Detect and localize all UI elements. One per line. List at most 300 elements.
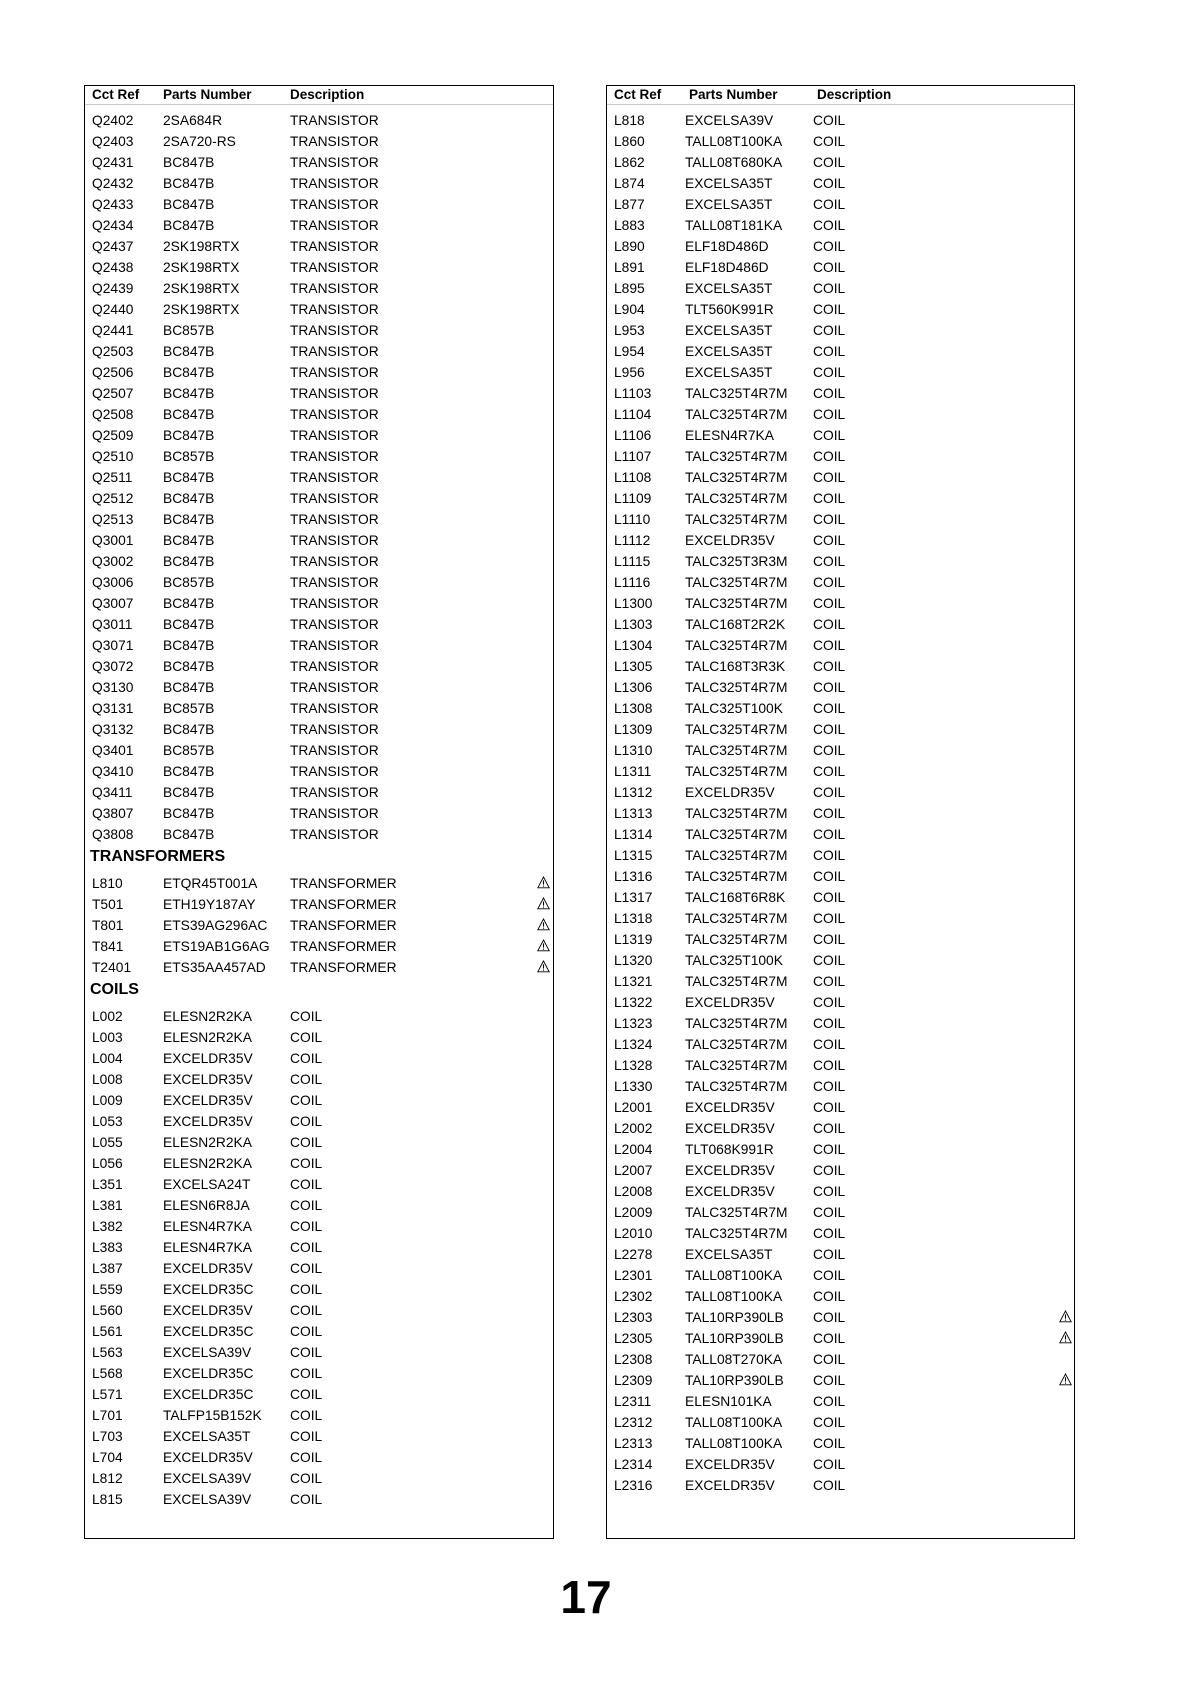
description-cell: COIL xyxy=(290,1135,323,1150)
cct-ref-cell: Q2402 xyxy=(92,113,134,128)
parts-number-cell: TALC325T4R7M xyxy=(685,911,788,926)
parts-number-cell: BC847B xyxy=(163,659,215,674)
part-row xyxy=(85,530,553,551)
cct-ref-cell: Q2513 xyxy=(92,512,134,527)
parts-number-cell: TALC325T4R7M xyxy=(685,1016,788,1031)
cct-ref-cell: L2303 xyxy=(614,1310,653,1325)
part-row xyxy=(607,215,1074,236)
description-cell: COIL xyxy=(813,1037,846,1052)
parts-number-cell: 2SK198RTX xyxy=(163,281,240,296)
description-cell: COIL xyxy=(813,764,846,779)
description-cell: COIL xyxy=(813,1478,846,1493)
cct-ref-cell: Q2403 xyxy=(92,134,134,149)
cct-ref-cell: L1108 xyxy=(614,470,652,485)
part-row xyxy=(85,698,553,719)
cct-ref-cell: L2010 xyxy=(614,1226,653,1241)
parts-number-cell: BC847B xyxy=(163,218,215,233)
parts-number-cell: BC857B xyxy=(163,449,215,464)
description-cell: COIL xyxy=(813,596,846,611)
parts-number-cell: BC847B xyxy=(163,428,215,443)
description-cell: TRANSISTOR xyxy=(290,638,379,653)
part-row xyxy=(607,908,1074,929)
cct-ref-cell: L1305 xyxy=(614,659,653,674)
description-cell: COIL xyxy=(813,1394,846,1409)
part-row xyxy=(607,1055,1074,1076)
cct-ref-cell: L810 xyxy=(92,876,123,891)
part-row xyxy=(85,656,553,677)
description-cell: COIL xyxy=(290,1009,323,1024)
parts-number-cell: TALC325T4R7M xyxy=(685,848,788,863)
part-row xyxy=(607,572,1074,593)
description-cell: COIL xyxy=(813,155,846,170)
parts-number-cell: ETS19AB1G6AG xyxy=(163,939,270,954)
cct-ref-cell: Q2432 xyxy=(92,176,134,191)
part-row xyxy=(85,572,553,593)
warning-icon xyxy=(537,960,550,973)
parts-number-cell: TALC325T4R7M xyxy=(685,764,788,779)
description-cell: COIL xyxy=(813,1415,846,1430)
cct-ref-cell: L891 xyxy=(614,260,645,275)
part-row xyxy=(607,551,1074,572)
cct-ref-cell: Q3006 xyxy=(92,575,134,590)
description-cell: COIL xyxy=(290,1429,323,1444)
parts-number-cell: BC857B xyxy=(163,701,215,716)
cct-ref-cell: L874 xyxy=(614,176,645,191)
parts-number-cell: BC857B xyxy=(163,743,215,758)
part-row xyxy=(607,425,1074,446)
part-row xyxy=(607,1433,1074,1454)
description-cell: TRANSISTOR xyxy=(290,281,379,296)
cct-ref-cell: L1324 xyxy=(614,1037,653,1052)
cct-ref-cell: L2002 xyxy=(614,1121,653,1136)
part-row xyxy=(607,1013,1074,1034)
description-cell: COIL xyxy=(813,134,846,149)
part-row xyxy=(85,551,553,572)
cct-ref-cell: Q3071 xyxy=(92,638,134,653)
description-cell: COIL xyxy=(813,1331,846,1346)
part-row xyxy=(85,957,553,978)
cct-ref-cell: Q2431 xyxy=(92,155,134,170)
cct-ref-cell: Q2440 xyxy=(92,302,134,317)
cct-ref-cell: L1300 xyxy=(614,596,653,611)
description-cell: TRANSISTOR xyxy=(290,806,379,821)
parts-number-cell: BC847B xyxy=(163,680,215,695)
parts-number-cell: TALC325T4R7M xyxy=(685,596,788,611)
description-cell: COIL xyxy=(813,1016,846,1031)
parts-number-cell: EXCELDR35V xyxy=(685,1121,775,1136)
description-cell: TRANSISTOR xyxy=(290,554,379,569)
cct-ref-cell: Q2438 xyxy=(92,260,134,275)
description-cell: TRANSISTOR xyxy=(290,386,379,401)
part-row xyxy=(607,1139,1074,1160)
part-row xyxy=(607,299,1074,320)
part-row xyxy=(85,740,553,761)
parts-number-cell: BC847B xyxy=(163,407,215,422)
parts-number-cell: TALL08T100KA xyxy=(685,1415,783,1430)
page-number: 17 xyxy=(560,1571,612,1623)
description-cell: COIL xyxy=(290,1030,323,1045)
cct-ref-cell: L008 xyxy=(92,1072,123,1087)
description-cell: COIL xyxy=(813,701,846,716)
description-cell: TRANSISTOR xyxy=(290,575,379,590)
description-cell: TRANSISTOR xyxy=(290,659,379,674)
part-row xyxy=(85,1132,553,1153)
cct-ref-cell: L895 xyxy=(614,281,645,296)
parts-number-cell: 2SA684R xyxy=(163,113,223,128)
parts-number-cell: EXCELDR35V xyxy=(685,995,775,1010)
description-cell: TRANSISTOR xyxy=(290,743,379,758)
part-row xyxy=(85,1426,553,1447)
part-row xyxy=(85,488,553,509)
parts-number-cell: 2SK198RTX xyxy=(163,239,240,254)
cct-ref-cell: L954 xyxy=(614,344,645,359)
parts-number-cell: BC847B xyxy=(163,533,215,548)
parts-number-cell: BC847B xyxy=(163,344,215,359)
parts-number-cell: ELESN2R2KA xyxy=(163,1156,252,1171)
part-row xyxy=(85,194,553,215)
description-cell: TRANSISTOR xyxy=(290,407,379,422)
part-row xyxy=(85,236,553,257)
cct-ref-cell: Q2434 xyxy=(92,218,134,233)
part-row xyxy=(607,383,1074,404)
description-cell: TRANSISTOR xyxy=(290,239,379,254)
description-cell: COIL xyxy=(290,1198,323,1213)
part-row xyxy=(85,1069,553,1090)
cct-ref-cell: L1306 xyxy=(614,680,653,695)
parts-number-cell: ELF18D486D xyxy=(685,260,769,275)
part-row xyxy=(607,1265,1074,1286)
parts-number-cell: TALL08T100KA xyxy=(685,1436,783,1451)
parts-number-cell: EXCELDR35C xyxy=(163,1282,254,1297)
cct-ref-cell: L056 xyxy=(92,1156,123,1171)
part-row xyxy=(85,1090,553,1111)
description-cell: COIL xyxy=(813,176,846,191)
description-cell: TRANSISTOR xyxy=(290,176,379,191)
parts-number-cell: BC857B xyxy=(163,575,215,590)
parts-number-cell: TALC325T4R7M xyxy=(685,1037,788,1052)
description-cell: COIL xyxy=(813,911,846,926)
cct-ref-cell: Q2511 xyxy=(92,470,133,485)
parts-number-cell: ELESN4R7KA xyxy=(163,1240,252,1255)
parts-list-right xyxy=(606,85,1075,1539)
parts-number-cell: BC847B xyxy=(163,197,215,212)
parts-number-cell: EXCELSA39V xyxy=(163,1492,252,1507)
part-row xyxy=(607,1097,1074,1118)
cct-ref-cell: L956 xyxy=(614,365,645,380)
description-cell: COIL xyxy=(813,932,846,947)
part-row xyxy=(607,257,1074,278)
description-cell: COIL xyxy=(813,554,846,569)
part-row xyxy=(607,1286,1074,1307)
cct-ref-cell: Q2503 xyxy=(92,344,134,359)
parts-number-cell: TLT560K991R xyxy=(685,302,774,317)
cct-ref-cell: L2007 xyxy=(614,1163,653,1178)
cct-ref-cell: Q3001 xyxy=(92,533,134,548)
parts-number-cell: BC847B xyxy=(163,785,215,800)
cct-ref-cell: L2316 xyxy=(614,1478,653,1493)
part-row xyxy=(607,719,1074,740)
cct-ref-cell: L1110 xyxy=(614,512,651,527)
cct-ref-cell: Q3131 xyxy=(92,701,134,716)
header-parts-number: Parts Number xyxy=(163,87,252,102)
part-row xyxy=(85,635,553,656)
part-row xyxy=(85,131,553,152)
parts-number-cell: ELESN6R8JA xyxy=(163,1198,250,1213)
cct-ref-cell: L1309 xyxy=(614,722,653,737)
part-row xyxy=(607,1223,1074,1244)
parts-number-cell: 2SA720-RS xyxy=(163,134,236,149)
cct-ref-cell: L1328 xyxy=(614,1058,653,1073)
description-cell: COIL xyxy=(813,407,846,422)
description-cell: COIL xyxy=(813,218,846,233)
parts-number-cell: EXCELSA35T xyxy=(685,344,773,359)
part-row xyxy=(85,1279,553,1300)
cct-ref-cell: L904 xyxy=(614,302,645,317)
part-row xyxy=(85,1468,553,1489)
description-cell: COIL xyxy=(290,1219,323,1234)
part-row xyxy=(607,1118,1074,1139)
part-row xyxy=(607,404,1074,425)
cct-ref-cell: L003 xyxy=(92,1030,123,1045)
part-row xyxy=(607,803,1074,824)
part-row xyxy=(607,1349,1074,1370)
cct-ref-cell: L2004 xyxy=(614,1142,653,1157)
description-cell: TRANSISTOR xyxy=(290,764,379,779)
cct-ref-cell: L862 xyxy=(614,155,645,170)
part-row xyxy=(607,593,1074,614)
parts-number-cell: BC847B xyxy=(163,470,215,485)
part-row xyxy=(607,1475,1074,1496)
description-cell: TRANSISTOR xyxy=(290,134,379,149)
part-row xyxy=(607,761,1074,782)
cct-ref-cell: L2312 xyxy=(614,1415,653,1430)
cct-ref-cell: T501 xyxy=(92,897,124,912)
cct-ref-cell: L1303 xyxy=(614,617,653,632)
description-cell: COIL xyxy=(813,239,846,254)
cct-ref-cell: T2401 xyxy=(92,960,132,975)
cct-ref-cell: L1316 xyxy=(614,869,653,884)
cct-ref-cell: L1112 xyxy=(614,533,651,548)
part-row xyxy=(85,1384,553,1405)
description-cell: COIL xyxy=(813,533,846,548)
cct-ref-cell: Q3130 xyxy=(92,680,134,695)
part-row xyxy=(607,446,1074,467)
parts-number-cell: TALC325T4R7M xyxy=(685,827,788,842)
description-cell: COIL xyxy=(813,1079,846,1094)
cct-ref-cell: L1315 xyxy=(614,848,653,863)
parts-number-cell: ELF18D486D xyxy=(685,239,769,254)
cct-ref-cell: L2314 xyxy=(614,1457,653,1472)
cct-ref-cell: L1317 xyxy=(614,890,653,905)
description-cell: COIL xyxy=(813,638,846,653)
cct-ref-cell: L703 xyxy=(92,1429,123,1444)
part-row xyxy=(607,866,1074,887)
cct-ref-cell: L2311 xyxy=(614,1394,652,1409)
part-row xyxy=(607,992,1074,1013)
description-cell: COIL xyxy=(813,302,846,317)
part-row xyxy=(607,824,1074,845)
parts-number-cell: 2SK198RTX xyxy=(163,302,240,317)
part-row xyxy=(607,887,1074,908)
cct-ref-cell: T841 xyxy=(92,939,124,954)
cct-ref-cell: L953 xyxy=(614,323,645,338)
parts-number-cell: TALC325T4R7M xyxy=(685,1079,788,1094)
cct-ref-cell: Q3401 xyxy=(92,743,134,758)
description-cell: COIL xyxy=(813,428,846,443)
cct-ref-cell: L382 xyxy=(92,1219,123,1234)
parts-number-cell: EXCELDR35C xyxy=(163,1387,254,1402)
description-cell: COIL xyxy=(813,1436,846,1451)
parts-number-cell: ETS35AA457AD xyxy=(163,960,266,975)
cct-ref-cell: Q2508 xyxy=(92,407,134,422)
description-cell: COIL xyxy=(290,1408,323,1423)
description-cell: COIL xyxy=(813,470,846,485)
description-cell: TRANSISTOR xyxy=(290,533,379,548)
cct-ref-cell: Q2441 xyxy=(92,323,134,338)
description-cell: TRANSISTOR xyxy=(290,596,379,611)
description-cell: TRANSFORMER xyxy=(290,939,397,954)
section-heading: TRANSFORMERS xyxy=(90,848,226,865)
cct-ref-cell: L351 xyxy=(92,1177,123,1192)
description-cell: COIL xyxy=(813,260,846,275)
parts-number-cell: 2SK198RTX xyxy=(163,260,240,275)
description-cell: COIL xyxy=(290,1303,323,1318)
part-row xyxy=(85,425,553,446)
description-cell: TRANSISTOR xyxy=(290,218,379,233)
description-cell: COIL xyxy=(813,659,846,674)
parts-number-cell: BC847B xyxy=(163,155,215,170)
cct-ref-cell: L004 xyxy=(92,1051,123,1066)
description-cell: TRANSISTOR xyxy=(290,491,379,506)
part-row xyxy=(85,873,553,894)
part-row xyxy=(85,677,553,698)
part-row xyxy=(85,824,553,845)
part-row xyxy=(85,1363,553,1384)
description-cell: COIL xyxy=(290,1471,323,1486)
parts-number-cell: BC847B xyxy=(163,386,215,401)
cct-ref-cell: L383 xyxy=(92,1240,123,1255)
cct-ref-cell: L2301 xyxy=(614,1268,653,1283)
part-row xyxy=(85,915,553,936)
cct-ref-cell: Q2506 xyxy=(92,365,134,380)
parts-number-cell: TALC325T4R7M xyxy=(685,1226,788,1241)
parts-number-cell: TALC325T4R7M xyxy=(685,680,788,695)
parts-number-cell: EXCELSA35T xyxy=(685,1247,773,1262)
parts-number-cell: EXCELSA35T xyxy=(163,1429,251,1444)
parts-number-cell: TALC325T100K xyxy=(685,953,783,968)
part-row xyxy=(607,1328,1074,1349)
cct-ref-cell: L387 xyxy=(92,1261,123,1276)
description-cell: TRANSFORMER xyxy=(290,876,397,891)
parts-number-cell: TALC325T100K xyxy=(685,701,783,716)
description-cell: COIL xyxy=(813,1352,846,1367)
parts-number-cell: EXCELDR35V xyxy=(685,1478,775,1493)
parts-number-cell: TALL08T100KA xyxy=(685,134,783,149)
part-row xyxy=(607,740,1074,761)
cct-ref-cell: L002 xyxy=(92,1009,123,1024)
parts-number-cell: TALC325T4R7M xyxy=(685,974,788,989)
warning-icon xyxy=(537,897,550,910)
description-cell: COIL xyxy=(290,1114,323,1129)
cct-ref-cell: L568 xyxy=(92,1366,123,1381)
parts-number-cell: TALL08T100KA xyxy=(685,1289,783,1304)
part-row xyxy=(85,1489,553,1510)
cct-ref-cell: L883 xyxy=(614,218,645,233)
part-row xyxy=(607,1370,1074,1391)
part-row xyxy=(85,1342,553,1363)
parts-number-cell: EXCELDR35V xyxy=(685,1457,775,1472)
description-cell: COIL xyxy=(290,1387,323,1402)
description-cell: COIL xyxy=(813,680,846,695)
description-cell: COIL xyxy=(813,806,846,821)
description-cell: COIL xyxy=(290,1072,323,1087)
cct-ref-cell: L2309 xyxy=(614,1373,653,1388)
part-row xyxy=(85,383,553,404)
description-cell: COIL xyxy=(290,1282,323,1297)
part-row xyxy=(607,194,1074,215)
description-cell: TRANSISTOR xyxy=(290,722,379,737)
part-row xyxy=(85,446,553,467)
part-row xyxy=(85,1111,553,1132)
cct-ref-cell: Q2509 xyxy=(92,428,134,443)
parts-number-cell: EXCELSA35T xyxy=(685,323,773,338)
description-cell: COIL xyxy=(813,617,846,632)
cct-ref-cell: L1308 xyxy=(614,701,653,716)
parts-number-cell: BC847B xyxy=(163,596,215,611)
warning-icon xyxy=(537,918,550,931)
description-cell: TRANSISTOR xyxy=(290,155,379,170)
part-row xyxy=(607,656,1074,677)
parts-number-cell: EXCELDR35V xyxy=(163,1072,253,1087)
description-cell: TRANSFORMER xyxy=(290,897,397,912)
part-row xyxy=(607,1391,1074,1412)
part-row xyxy=(607,1076,1074,1097)
cct-ref-cell: L563 xyxy=(92,1345,123,1360)
part-row xyxy=(607,698,1074,719)
cct-ref-cell: Q2512 xyxy=(92,491,134,506)
description-cell: COIL xyxy=(813,1247,846,1262)
cct-ref-cell: L381 xyxy=(92,1198,123,1213)
description-cell: COIL xyxy=(290,1093,323,1108)
parts-number-cell: ETS39AG296AC xyxy=(163,918,268,933)
description-cell: COIL xyxy=(813,1226,846,1241)
description-cell: COIL xyxy=(290,1156,323,1171)
part-row xyxy=(607,1202,1074,1223)
cct-ref-cell: L812 xyxy=(92,1471,123,1486)
description-cell: TRANSISTOR xyxy=(290,785,379,800)
header-description: Description xyxy=(817,87,892,102)
description-cell: TRANSISTOR xyxy=(290,449,379,464)
cct-ref-cell: L890 xyxy=(614,239,645,254)
parts-number-cell: EXCELDR35V xyxy=(163,1261,253,1276)
part-row xyxy=(85,215,553,236)
part-row xyxy=(607,614,1074,635)
parts-number-cell: EXCELDR35V xyxy=(685,1100,775,1115)
part-row xyxy=(85,782,553,803)
part-row xyxy=(85,1237,553,1258)
parts-number-cell: EXCELSA39V xyxy=(685,113,774,128)
warning-icon xyxy=(537,876,550,889)
parts-number-cell: BC847B xyxy=(163,491,215,506)
parts-number-cell: TALL08T270KA xyxy=(685,1352,783,1367)
description-cell: COIL xyxy=(290,1177,323,1192)
parts-number-cell: EXCELDR35V xyxy=(685,533,775,548)
description-cell: TRANSISTOR xyxy=(290,680,379,695)
description-cell: COIL xyxy=(813,1310,846,1325)
part-row xyxy=(85,257,553,278)
cct-ref-cell: L2001 xyxy=(614,1100,653,1115)
parts-number-cell: BC847B xyxy=(163,764,215,779)
